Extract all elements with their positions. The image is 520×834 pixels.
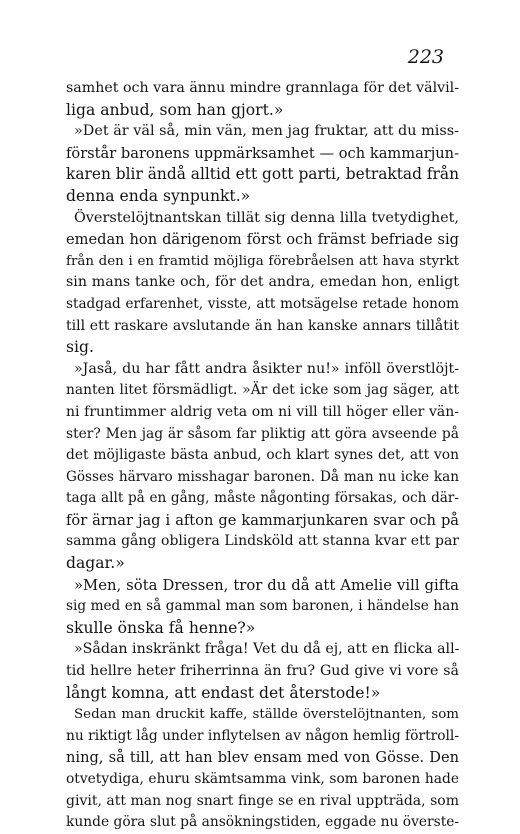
text-line: »Men, söta Dressen, tror du då att Amelie vill gifta xyxy=(74,576,459,594)
body-text xyxy=(66,78,459,834)
text-line: ning, så till, att han blev ensam med von Gösse. Den xyxy=(66,749,459,767)
text-line: sin mans tanke och, för det andra, emedan hon, enligt xyxy=(66,274,459,291)
text-line: skulle önska få henne?» xyxy=(66,618,256,637)
text-line: nu riktigt låg under inflytelsen av någon hemlig förtroll- xyxy=(66,727,459,744)
text-line: Gösses härvaro misshagar baronen. Då man nu icke kan xyxy=(66,468,459,485)
text-line: sig med en så gammal man som baronen, i händelse han xyxy=(66,598,459,615)
text-line: Överstelöjtnantskan tillät sig denna lilla tvetydighet, xyxy=(74,209,459,226)
text-line: sig. xyxy=(66,338,94,357)
text-line: emedan hon därigenom först och främst befriade sig xyxy=(66,231,459,249)
text-line: dagar.» xyxy=(66,554,125,573)
text-line: Sedan man druckit kaffe, ställde överstelöjtnanten, som xyxy=(74,707,459,723)
text-line: ni fruntimmer aldrig veta om ni vill till höger eller vän- xyxy=(66,403,459,420)
text-line: långt komna, att endast det återstode!» xyxy=(66,683,381,702)
text-line: tid hellre heter friherrinna än fru? Gud give vi vore så xyxy=(66,663,459,680)
text-line: för ärnar jag i afton ge kammarjunkaren svar och på xyxy=(66,511,459,529)
text-line: stadgad erfarenhet, visste, att motsägelse retade honom xyxy=(66,295,459,312)
text-line: denna enda synpunkt.» xyxy=(66,186,251,205)
text-line: taga allt på en gång, måste någonting försakas, och där- xyxy=(66,490,459,507)
text-line: till ett raskare avslutande än han kanske annars tillåtit xyxy=(66,317,459,334)
text-line: det möjligaste bästa anbud, och klart synes det, att von xyxy=(66,447,459,464)
text-line: ster? Men jag är såsom far pliktig att göra avseende på xyxy=(66,425,459,442)
text-line: »Jaså, du har fått andra åsikter nu!» inföll överstlöjt- xyxy=(74,360,459,377)
text-line: samhet och vara ännu mindre grannlaga för det välvil- xyxy=(66,80,459,96)
text-line: från den i en framtid möjliga förebråelsen att hava styrkt xyxy=(66,253,459,269)
text-line: nanten litet försmädligt. »Är det icke som jag säger, att xyxy=(66,382,459,399)
text-line: liga anbud, som han gjort.» xyxy=(66,100,284,119)
page-number: 223 xyxy=(407,46,444,68)
text-line: förstår baronens uppmärksamhet — och kammarjun- xyxy=(66,144,459,162)
text-line: »Sådan inskränkt fråga! Vet du då ej, att en flicka all- xyxy=(74,641,460,658)
text-line: kunde göra slut på ansökningstiden, eggade nu överste- xyxy=(66,814,460,831)
text-line: otvetydiga, ehuru skämtsamma vink, som baronen hade xyxy=(66,771,459,787)
text-line: givit, att man nog snart finge se en rival uppträda, som xyxy=(66,792,459,809)
text-line: samma gång obligera Lindsköld att stanna kvar ett par xyxy=(66,533,459,550)
text-line: karen blir ändå alltid ett gott parti, betraktad från xyxy=(66,165,459,184)
text-line: »Det är väl så, min vän, men jag fruktar, att du miss- xyxy=(74,123,459,140)
